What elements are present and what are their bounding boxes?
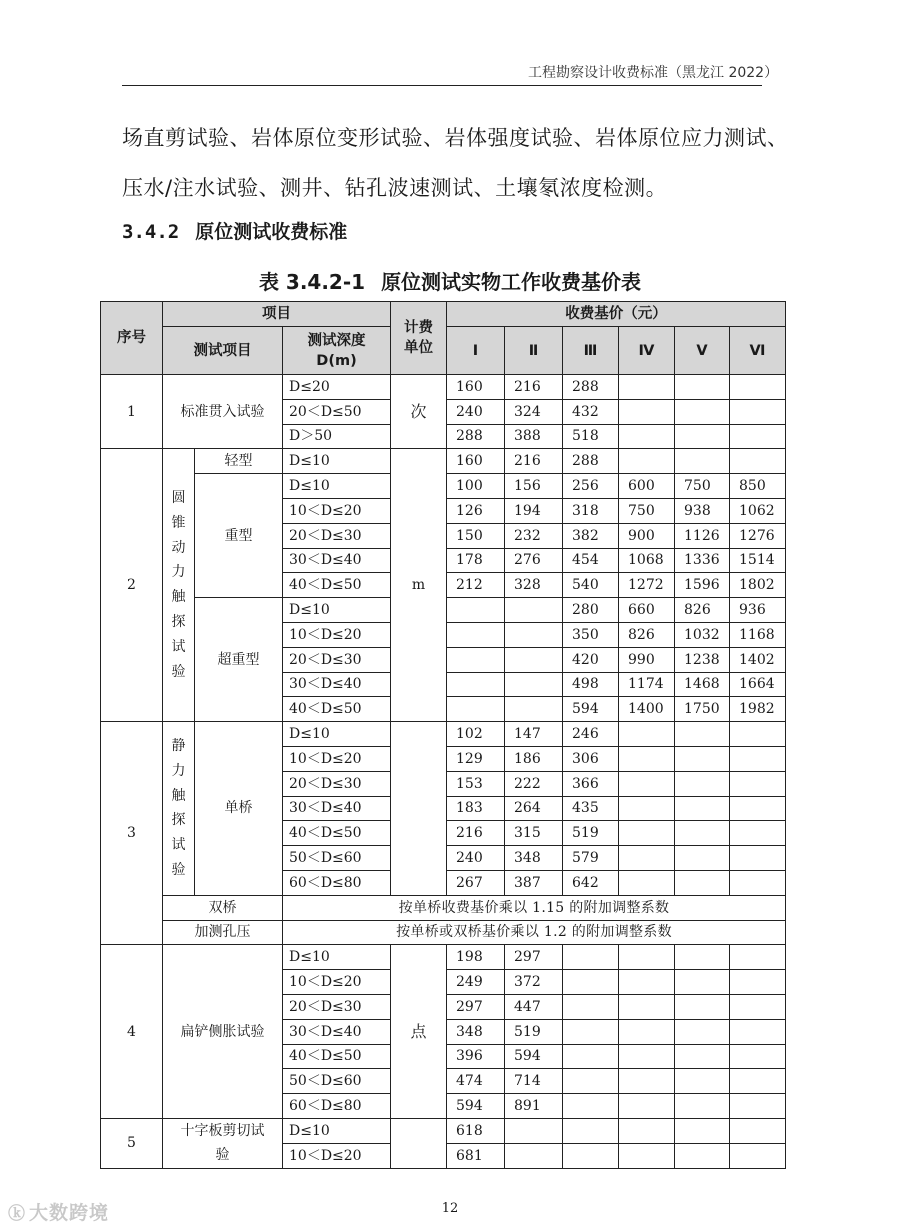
price-cell: 328 bbox=[505, 573, 563, 598]
header-seq: 序号 bbox=[101, 302, 163, 375]
price-cell bbox=[675, 399, 730, 424]
note-cell: 按单桥或双桥基价乘以 1.2 的附加调整系数 bbox=[283, 920, 786, 945]
price-cell: 222 bbox=[505, 771, 563, 796]
price-cell: 938 bbox=[675, 498, 730, 523]
header-grade-3: Ⅲ bbox=[563, 327, 619, 375]
price-cell: 540 bbox=[563, 573, 619, 598]
price-cell: 348 bbox=[447, 1019, 505, 1044]
depth-cell: 60＜D≤80 bbox=[283, 1094, 391, 1119]
price-cell: 232 bbox=[505, 523, 563, 548]
price-cell bbox=[675, 821, 730, 846]
watermark bbox=[8, 1198, 109, 1225]
price-cell bbox=[675, 746, 730, 771]
depth-cell: 20＜D≤50 bbox=[283, 399, 391, 424]
seq-cell: 1 bbox=[101, 375, 163, 449]
price-cell bbox=[730, 1143, 786, 1168]
depth-cell: 30＜D≤40 bbox=[283, 1019, 391, 1044]
price-cell: 1238 bbox=[675, 647, 730, 672]
price-cell: 891 bbox=[505, 1094, 563, 1119]
header-depth-line1: 测试深度 bbox=[307, 332, 366, 349]
price-cell bbox=[675, 1069, 730, 1094]
price-cell: 318 bbox=[563, 498, 619, 523]
price-cell bbox=[619, 771, 675, 796]
price-cell: 1276 bbox=[730, 523, 786, 548]
price-cell: 1402 bbox=[730, 647, 786, 672]
price-cell: 660 bbox=[619, 598, 675, 623]
depth-cell: 30＜D≤40 bbox=[283, 796, 391, 821]
price-cell bbox=[675, 1044, 730, 1069]
price-cell: 1062 bbox=[730, 498, 786, 523]
table-row bbox=[101, 1118, 786, 1143]
type-cell: 重型 bbox=[195, 474, 283, 598]
depth-cell: 50＜D≤60 bbox=[283, 846, 391, 871]
price-cell: 249 bbox=[447, 970, 505, 995]
price-cell: 454 bbox=[563, 548, 619, 573]
price-cell: 372 bbox=[505, 970, 563, 995]
price-cell bbox=[619, 846, 675, 871]
price-cell: 240 bbox=[447, 846, 505, 871]
test-item-cell bbox=[163, 1118, 283, 1168]
price-cell: 474 bbox=[447, 1069, 505, 1094]
price-cell: 518 bbox=[563, 424, 619, 449]
table-caption bbox=[0, 266, 900, 295]
price-cell: 288 bbox=[447, 424, 505, 449]
price-cell: 681 bbox=[447, 1143, 505, 1168]
price-cell: 594 bbox=[505, 1044, 563, 1069]
running-header: 工程勘察设计收费标准（黑龙江 2022） bbox=[528, 65, 779, 81]
price-cell: 594 bbox=[447, 1094, 505, 1119]
price-cell: 315 bbox=[505, 821, 563, 846]
price-cell: 618 bbox=[447, 1118, 505, 1143]
price-cell bbox=[675, 870, 730, 895]
price-cell: 150 bbox=[447, 523, 505, 548]
price-cell: 1032 bbox=[675, 622, 730, 647]
price-cell: 324 bbox=[505, 399, 563, 424]
unit-cell: m bbox=[391, 449, 447, 722]
price-cell bbox=[563, 994, 619, 1019]
price-cell: 714 bbox=[505, 1069, 563, 1094]
price-cell bbox=[619, 375, 675, 400]
depth-cell: 20＜D≤30 bbox=[283, 523, 391, 548]
price-cell: 280 bbox=[563, 598, 619, 623]
depth-cell: 40＜D≤50 bbox=[283, 1044, 391, 1069]
price-cell bbox=[505, 647, 563, 672]
table-row bbox=[101, 895, 786, 920]
price-cell: 348 bbox=[505, 846, 563, 871]
price-cell bbox=[675, 1143, 730, 1168]
depth-cell: 40＜D≤50 bbox=[283, 573, 391, 598]
price-cell: 498 bbox=[563, 672, 619, 697]
price-cell: 183 bbox=[447, 796, 505, 821]
price-cell: 519 bbox=[505, 1019, 563, 1044]
unit-cell bbox=[391, 722, 447, 896]
depth-cell: 30＜D≤40 bbox=[283, 672, 391, 697]
price-cell: 826 bbox=[675, 598, 730, 623]
price-cell: 212 bbox=[447, 573, 505, 598]
watermark-text: 大数跨境 bbox=[29, 1202, 110, 1224]
depth-cell: D≤20 bbox=[283, 375, 391, 400]
price-cell: 160 bbox=[447, 375, 505, 400]
price-cell bbox=[730, 722, 786, 747]
table-row bbox=[101, 375, 786, 400]
price-cell: 447 bbox=[505, 994, 563, 1019]
header-price: 收费基价（元） bbox=[447, 302, 786, 327]
price-cell bbox=[505, 1118, 563, 1143]
price-cell bbox=[730, 771, 786, 796]
depth-cell: 20＜D≤30 bbox=[283, 994, 391, 1019]
price-cell: 1068 bbox=[619, 548, 675, 573]
test-item-line2: 验 bbox=[215, 1147, 230, 1164]
seq-cell: 5 bbox=[101, 1118, 163, 1168]
price-cell bbox=[505, 672, 563, 697]
header-item: 项目 bbox=[163, 302, 391, 327]
price-cell bbox=[675, 1094, 730, 1119]
price-cell bbox=[675, 1118, 730, 1143]
page-number: 12 bbox=[441, 1201, 459, 1216]
price-cell: 256 bbox=[563, 474, 619, 499]
depth-cell: D≤10 bbox=[283, 474, 391, 499]
price-cell bbox=[730, 1044, 786, 1069]
price-cell bbox=[563, 1118, 619, 1143]
price-cell: 936 bbox=[730, 598, 786, 623]
price-cell: 642 bbox=[563, 870, 619, 895]
price-cell: 1126 bbox=[675, 523, 730, 548]
price-cell: 297 bbox=[447, 994, 505, 1019]
test-item-cell: 扁铲侧胀试验 bbox=[163, 945, 283, 1119]
price-cell bbox=[730, 846, 786, 871]
price-cell bbox=[563, 945, 619, 970]
depth-cell: 20＜D≤30 bbox=[283, 647, 391, 672]
section-title: 原位测试收费标准 bbox=[195, 221, 348, 243]
price-cell bbox=[730, 375, 786, 400]
price-cell: 1982 bbox=[730, 697, 786, 722]
intro-line-2: 压水/注水试验、测井、钻孔波速测试、土壤氡浓度检测。 bbox=[122, 176, 668, 200]
price-cell bbox=[619, 994, 675, 1019]
type-cell: 轻型 bbox=[195, 449, 283, 474]
price-cell: 1802 bbox=[730, 573, 786, 598]
price-cell: 288 bbox=[563, 449, 619, 474]
price-cell bbox=[563, 1069, 619, 1094]
price-cell bbox=[619, 945, 675, 970]
price-cell: 276 bbox=[505, 548, 563, 573]
price-cell bbox=[675, 846, 730, 871]
price-cell: 387 bbox=[505, 870, 563, 895]
price-cell: 264 bbox=[505, 796, 563, 821]
price-cell bbox=[730, 746, 786, 771]
seq-cell: 2 bbox=[101, 449, 163, 722]
depth-cell: 60＜D≤80 bbox=[283, 870, 391, 895]
price-cell bbox=[619, 1143, 675, 1168]
depth-cell: D≤10 bbox=[283, 449, 391, 474]
price-cell: 156 bbox=[505, 474, 563, 499]
price-cell bbox=[563, 970, 619, 995]
price-cell bbox=[619, 1019, 675, 1044]
price-cell: 750 bbox=[675, 474, 730, 499]
depth-cell: 30＜D≤40 bbox=[283, 548, 391, 573]
price-cell bbox=[505, 622, 563, 647]
type-cell: 加测孔压 bbox=[163, 920, 283, 945]
header-grade-1: Ⅰ bbox=[447, 327, 505, 375]
section-heading bbox=[122, 217, 347, 244]
price-cell bbox=[675, 424, 730, 449]
price-cell: 1664 bbox=[730, 672, 786, 697]
price-cell: 1514 bbox=[730, 548, 786, 573]
price-cell: 160 bbox=[447, 449, 505, 474]
test-item-vertical-text: 静力触探试验 bbox=[171, 738, 186, 879]
header-depth bbox=[283, 327, 391, 375]
type-cell: 双桥 bbox=[163, 895, 283, 920]
price-cell bbox=[730, 449, 786, 474]
depth-cell: 40＜D≤50 bbox=[283, 821, 391, 846]
price-cell: 1174 bbox=[619, 672, 675, 697]
price-cell bbox=[447, 622, 505, 647]
price-cell: 288 bbox=[563, 375, 619, 400]
test-item-cell: 标准贯入试验 bbox=[163, 375, 283, 449]
price-cell: 216 bbox=[505, 375, 563, 400]
depth-cell: D≤10 bbox=[283, 598, 391, 623]
price-cell bbox=[563, 1094, 619, 1119]
price-cell: 990 bbox=[619, 647, 675, 672]
price-cell: 178 bbox=[447, 548, 505, 573]
header-grade-5: Ⅴ bbox=[675, 327, 730, 375]
price-cell bbox=[675, 722, 730, 747]
header-grade-4: Ⅳ bbox=[619, 327, 675, 375]
price-cell: 216 bbox=[447, 821, 505, 846]
price-cell bbox=[675, 1019, 730, 1044]
price-cell bbox=[619, 1069, 675, 1094]
price-cell: 147 bbox=[505, 722, 563, 747]
price-cell bbox=[730, 399, 786, 424]
price-cell bbox=[505, 1143, 563, 1168]
price-cell: 1168 bbox=[730, 622, 786, 647]
price-cell bbox=[619, 1094, 675, 1119]
table-caption-title: 原位测试实物工作收费基价表 bbox=[381, 270, 642, 294]
price-cell: 850 bbox=[730, 474, 786, 499]
depth-cell: 50＜D≤60 bbox=[283, 1069, 391, 1094]
price-cell: 519 bbox=[563, 821, 619, 846]
price-cell: 267 bbox=[447, 870, 505, 895]
table-caption-number: 表 3.4.2-1 bbox=[258, 270, 366, 294]
price-cell bbox=[675, 449, 730, 474]
depth-cell: 10＜D≤20 bbox=[283, 498, 391, 523]
price-cell bbox=[675, 796, 730, 821]
price-cell bbox=[619, 399, 675, 424]
price-cell: 129 bbox=[447, 746, 505, 771]
price-cell bbox=[619, 821, 675, 846]
intro-line-1: 场直剪试验、岩体原位变形试验、岩体强度试验、岩体原位应力测试、 bbox=[122, 126, 789, 150]
price-cell bbox=[730, 994, 786, 1019]
price-cell bbox=[619, 1118, 675, 1143]
price-cell: 102 bbox=[447, 722, 505, 747]
price-cell: 1272 bbox=[619, 573, 675, 598]
depth-cell: 10＜D≤20 bbox=[283, 1143, 391, 1168]
price-cell bbox=[619, 970, 675, 995]
price-cell bbox=[730, 1094, 786, 1119]
price-cell bbox=[447, 647, 505, 672]
price-cell: 594 bbox=[563, 697, 619, 722]
price-cell: 1468 bbox=[675, 672, 730, 697]
price-cell: 246 bbox=[563, 722, 619, 747]
price-cell: 198 bbox=[447, 945, 505, 970]
unit-cell: 点 bbox=[391, 945, 447, 1119]
depth-cell: 10＜D≤20 bbox=[283, 622, 391, 647]
header-depth-line2: D(m) bbox=[316, 352, 357, 369]
watermark-logo-icon: ⓚ bbox=[8, 1204, 26, 1224]
header-unit-text: 计费单位 bbox=[403, 320, 433, 356]
table-row bbox=[101, 722, 786, 747]
header-rule bbox=[122, 85, 762, 86]
depth-cell: 40＜D≤50 bbox=[283, 697, 391, 722]
price-cell bbox=[505, 697, 563, 722]
note-cell: 按单桥收费基价乘以 1.15 的附加调整系数 bbox=[283, 895, 786, 920]
price-cell bbox=[730, 970, 786, 995]
price-cell: 382 bbox=[563, 523, 619, 548]
price-cell bbox=[619, 746, 675, 771]
price-cell: 435 bbox=[563, 796, 619, 821]
price-cell bbox=[563, 1019, 619, 1044]
price-cell: 186 bbox=[505, 746, 563, 771]
price-cell: 396 bbox=[447, 1044, 505, 1069]
price-cell: 306 bbox=[563, 746, 619, 771]
price-cell: 826 bbox=[619, 622, 675, 647]
price-cell bbox=[675, 375, 730, 400]
depth-cell: D≤10 bbox=[283, 1118, 391, 1143]
price-cell bbox=[447, 598, 505, 623]
price-cell bbox=[730, 821, 786, 846]
price-cell bbox=[447, 672, 505, 697]
section-number: 3.4.2 bbox=[122, 221, 180, 243]
unit-cell: 次 bbox=[391, 375, 447, 449]
test-item-vertical-cell bbox=[163, 722, 195, 896]
price-cell: 366 bbox=[563, 771, 619, 796]
price-cell bbox=[730, 1069, 786, 1094]
price-cell bbox=[730, 870, 786, 895]
price-cell: 126 bbox=[447, 498, 505, 523]
test-item-line1: 十字板剪切试 bbox=[180, 1123, 265, 1140]
price-cell bbox=[730, 945, 786, 970]
table-row bbox=[101, 449, 786, 474]
price-cell bbox=[619, 870, 675, 895]
price-cell bbox=[675, 994, 730, 1019]
price-cell bbox=[619, 722, 675, 747]
price-cell bbox=[563, 1044, 619, 1069]
price-cell: 579 bbox=[563, 846, 619, 871]
depth-cell: 10＜D≤20 bbox=[283, 746, 391, 771]
price-cell: 750 bbox=[619, 498, 675, 523]
price-cell bbox=[730, 796, 786, 821]
price-cell bbox=[619, 449, 675, 474]
price-cell bbox=[675, 945, 730, 970]
price-cell: 420 bbox=[563, 647, 619, 672]
price-cell: 432 bbox=[563, 399, 619, 424]
test-item-vertical-text: 圆锥动力触探试验 bbox=[171, 490, 186, 680]
price-cell: 240 bbox=[447, 399, 505, 424]
price-cell bbox=[447, 697, 505, 722]
depth-cell: D≤10 bbox=[283, 722, 391, 747]
table-row bbox=[101, 945, 786, 970]
price-cell: 216 bbox=[505, 449, 563, 474]
price-cell: 153 bbox=[447, 771, 505, 796]
price-cell: 900 bbox=[619, 523, 675, 548]
price-cell: 100 bbox=[447, 474, 505, 499]
price-cell: 1750 bbox=[675, 697, 730, 722]
seq-cell: 4 bbox=[101, 945, 163, 1119]
price-cell bbox=[730, 1019, 786, 1044]
header-test-item: 测试项目 bbox=[163, 327, 283, 375]
depth-cell: 10＜D≤20 bbox=[283, 970, 391, 995]
seq-cell: 3 bbox=[101, 722, 163, 945]
price-cell: 600 bbox=[619, 474, 675, 499]
price-cell: 350 bbox=[563, 622, 619, 647]
price-cell bbox=[675, 970, 730, 995]
depth-cell: D≤10 bbox=[283, 945, 391, 970]
price-cell bbox=[563, 1143, 619, 1168]
price-cell: 297 bbox=[505, 945, 563, 970]
type-cell: 超重型 bbox=[195, 598, 283, 722]
type-cell: 单桥 bbox=[195, 722, 283, 896]
header-grade-2: Ⅱ bbox=[505, 327, 563, 375]
price-cell: 194 bbox=[505, 498, 563, 523]
price-cell bbox=[730, 1118, 786, 1143]
depth-cell: D＞50 bbox=[283, 424, 391, 449]
price-cell bbox=[730, 424, 786, 449]
price-cell: 388 bbox=[505, 424, 563, 449]
price-cell bbox=[619, 796, 675, 821]
header-unit bbox=[391, 302, 447, 375]
fee-table bbox=[100, 301, 786, 1169]
price-cell bbox=[505, 598, 563, 623]
header-grade-6: Ⅵ bbox=[730, 327, 786, 375]
test-item-vertical-cell bbox=[163, 449, 195, 722]
price-cell: 1596 bbox=[675, 573, 730, 598]
table-row bbox=[101, 920, 786, 945]
price-cell bbox=[675, 771, 730, 796]
price-cell bbox=[619, 1044, 675, 1069]
unit-cell bbox=[391, 1118, 447, 1168]
price-cell bbox=[619, 424, 675, 449]
price-cell: 1336 bbox=[675, 548, 730, 573]
depth-cell: 20＜D≤30 bbox=[283, 771, 391, 796]
price-cell: 1400 bbox=[619, 697, 675, 722]
